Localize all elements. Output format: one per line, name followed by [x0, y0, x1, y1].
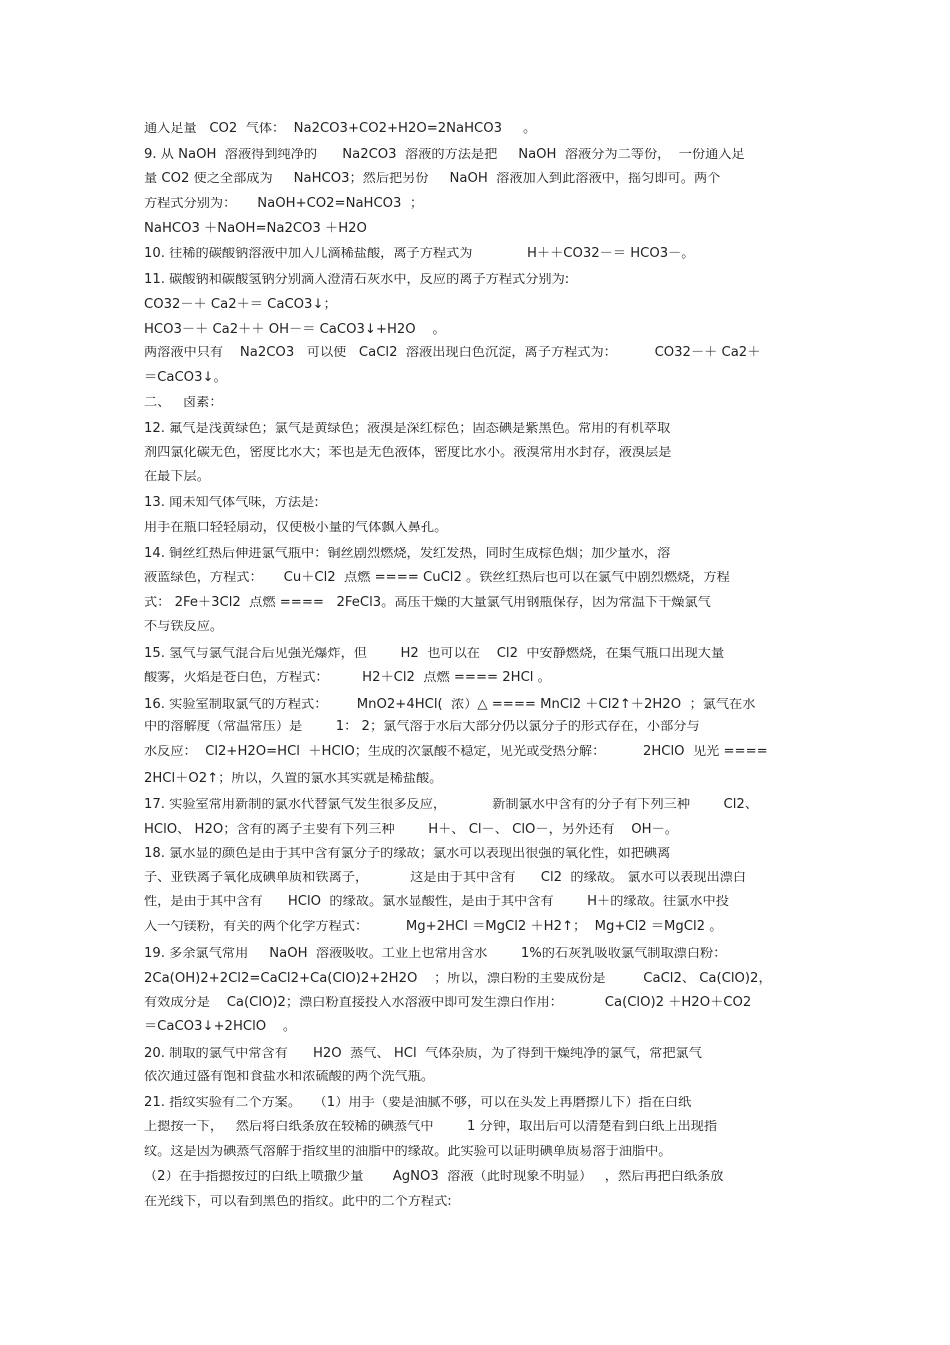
text-line: HCO3－＋ Ca2＋＋ OH－＝ CaCO3↓+H2O 。 [144, 323, 446, 337]
text-line: 有效成分是 Ca(ClO)2；漂白粉直接投入水溶液中即可发生漂白作用： Ca(ClO)2 ＋H2O＋CO2 [144, 996, 752, 1010]
section-heading: 二、 卤素： [144, 396, 223, 410]
text-line: 纹。这是因为碘蒸气溶解于指纹里的油脂中的缘故。此实验可以证明碘单质易溶于油脂中。 [144, 1145, 672, 1159]
text-line: 酸雾，火焰是苍白色，方程式： H2＋Cl2 点燃 ==== 2HCl 。 [144, 671, 551, 685]
text-line: 通入足量 CO2 气体： Na2CO3+CO2+H2O=2NaHCO3 。 [144, 122, 537, 136]
text-line: 方程式分别为： NaOH+CO2=NaHCO3 ； [144, 197, 424, 211]
text-line: 中的溶解度（常温常压）是 1： 2；氯气溶于水后大部分仍以氯分子的形式存在，小部分与 [144, 720, 700, 734]
text-line: 9. 从 NaOH 溶液得到纯净的 Na2CO3 溶液的方法是把 NaOH 溶液分为二等份， 一份通入足 [144, 148, 745, 162]
text-line: 剂四氯化碳无色，密度比水大；苯也是无色液体，密度比水小。液溴常用水封存，液溴层是 [144, 446, 672, 460]
text-line: 11. 碳酸钠和碳酸氢钠分别滴入澄清石灰水中，反应的离子方程式分别为: [144, 273, 570, 287]
text-line: 性，是由于其中含有 HClO 的缘故。氯水显酸性，是由于其中含有 H＋的缘故。往氯水中投 [144, 895, 729, 909]
text-line: 在光线下，可以看到黑色的指纹。此中的二个方程式: [144, 1195, 452, 1209]
text-line: 18. 氯水显的颜色是由于其中含有氯分子的缘故；氯水可以表现出很强的氧化性，如把碘离 [144, 847, 671, 861]
text-line: 2Ca(OH)2+2Cl2=CaCl2+Ca(ClO)2+2H2O ；所以，漂白粉的主要成份是 CaCl2、 Ca(ClO)2， [144, 972, 772, 986]
text-line: NaHCO3 ＋NaOH=Na2CO3 ＋H2O [144, 222, 367, 236]
text-line: 12. 氟气是浅黄绿色；氯气是黄绿色；液溴是深红棕色；固态碘是紫黑色。常用的有机萃取 [144, 422, 671, 436]
text-line: 液蓝绿色，方程式： Cu＋Cl2 点燃 ==== CuCl2 。铁丝红热后也可以在氯气中剧烈燃烧，方程 [144, 571, 730, 585]
text-line: 用手在瓶口轻轻扇动，仅使极小量的气体飘入鼻孔。 [144, 521, 448, 535]
text-line: 两溶液中只有 Na2CO3 可以使 CaCl2 溶液出现白色沉淀，离子方程式为： CO32－＋ Ca2＋ [144, 346, 761, 360]
text-line: 依次通过盛有饱和食盐水和浓硫酸的两个洗气瓶。 [144, 1070, 435, 1084]
text-line: 水反应： Cl2+H2O=HCl ＋HClO；生成的次氯酸不稳定，见光或受热分解： 2HClO 见光 ==== [144, 745, 768, 759]
text-line: 上摁按一下， 然后将白纸条放在较稀的碘蒸气中 1 分钟，取出后可以清楚看到白纸上出现指 [144, 1120, 718, 1134]
text-line: 入一勺镁粉，有关的两个化学方程式： Mg+2HCl ＝MgCl2 ＋H2↑； Mg+Cl2 ＝MgCl2 。 [144, 920, 723, 934]
text-line: 15. 氢气与氯气混合后见强光爆炸，但 H2 也可以在 Cl2 中安静燃烧，在集气瓶口出现大量 [144, 647, 725, 661]
text-line: 式： 2Fe＋3Cl2 点燃 ==== 2FeCl3。高压干燥的大量氯气用钢瓶保存，因为常温下干燥氯气 [144, 596, 711, 610]
text-line: 10. 往稀的碳酸钠溶液中加入几滴稀盐酸，离子方程式为 H＋＋CO32－＝ HCO3－。 [144, 247, 695, 261]
text-line: ＝CaCO3↓+2HClO 。 [144, 1020, 297, 1034]
text-line: 子、亚铁离子氧化成碘单质和铁离子， 这是由于其中含有 Cl2 的缘故。 氯水可以表现出漂白 [144, 871, 747, 885]
text-line: HClO、 H2O；含有的离子主要有下列三种 H＋、 Cl－、 ClO－，另外还有 OH－。 [144, 823, 678, 837]
text-line: 17. 实验室常用新制的氯水代替氯气发生很多反应， 新制氯水中含有的分子有下列三种 Cl2、 [144, 798, 759, 812]
text-line: 在最下层。 [144, 470, 210, 484]
text-line: 19. 多余氯气常用 NaOH 溶液吸收。工业上也常用含水 1%的石灰乳吸收氯气制取漂白粉： [144, 947, 727, 961]
text-line: 2HCl＋O2↑；所以，久置的氯水其实就是稀盐酸。 [144, 772, 443, 786]
text-line: 16. 实验室制取氯气的方程式： MnO2+4HCl( 浓）△ ==== MnCl2 ＋Cl2↑＋2H2O ；氯气在水 [144, 698, 756, 712]
text-line: 20. 制取的氯气中常含有 H2O 蒸气、 HCl 气体杂质，为了得到干燥纯净的氯气，常把氯气 [144, 1047, 702, 1061]
text-line: （2）在手指摁按过的白纸上喷撒少量 AgNO3 溶液（此时现象不明显） ，然后再把白纸条放 [144, 1170, 724, 1184]
text-line: 不与铁反应。 [144, 620, 224, 634]
text-line: ＝CaCO3↓。 [144, 371, 227, 385]
text-line: 21. 指纹实验有二个方案。 （1）用手（要是油腻不够，可以在头发上再磨擦几下）指在白纸 [144, 1096, 692, 1110]
text-line: CO32－＋ Ca2＋＝ CaCO3↓； [144, 298, 337, 312]
text-line: 13. 闻未知气体气味，方法是: [144, 496, 319, 510]
text-line: 量 CO2 使之全部成为 NaHCO3；然后把另份 NaOH 溶液加入到此溶液中，摇匀即可。两个 [144, 172, 721, 186]
text-line: 14. 铜丝红热后伸进氯气瓶中：铜丝剧烈燃烧，发红发热，同时生成棕色烟；加少量水，溶 [144, 547, 671, 561]
